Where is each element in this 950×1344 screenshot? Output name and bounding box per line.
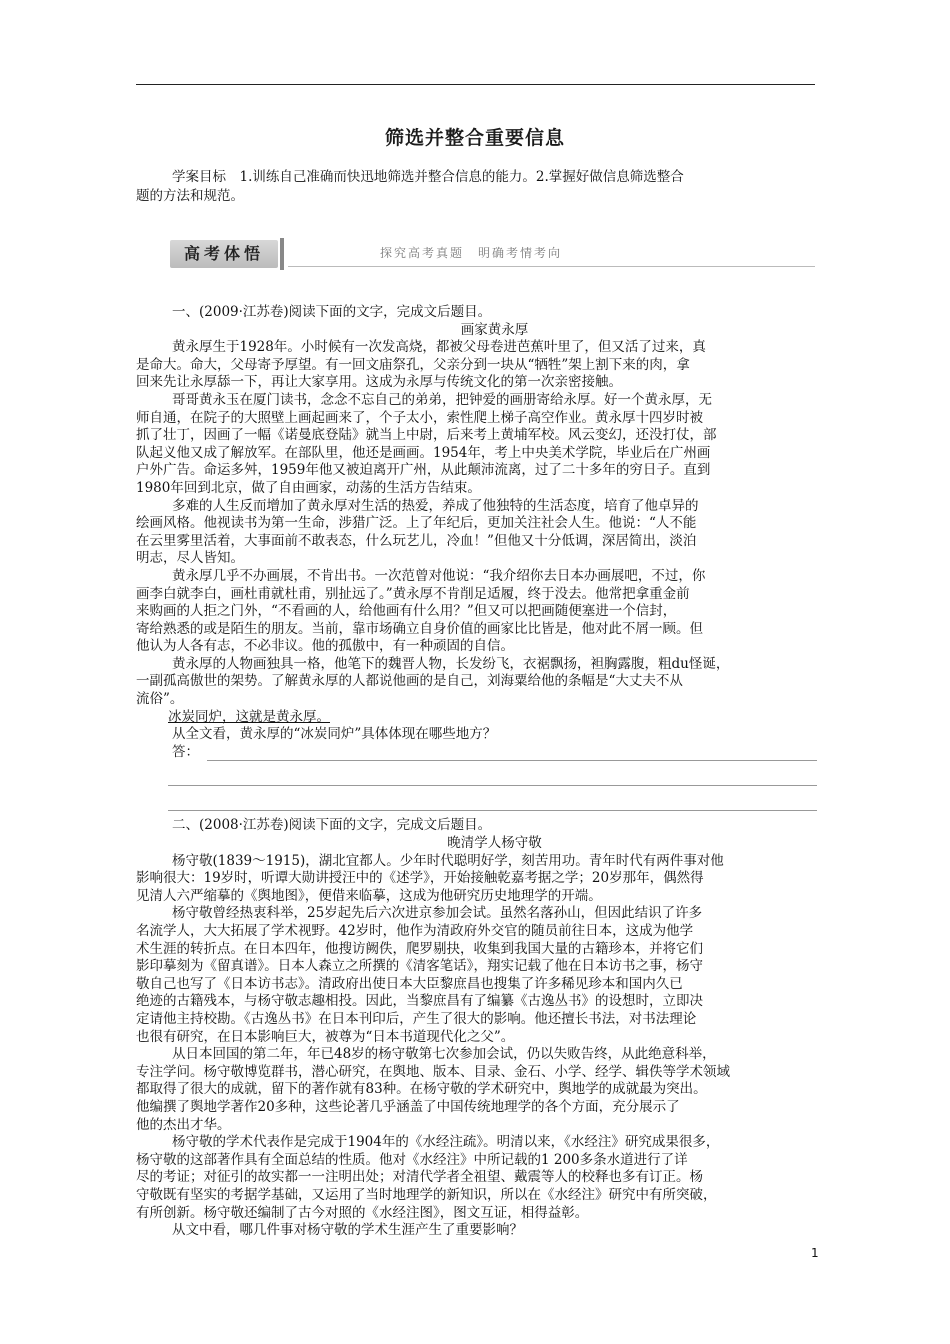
paragraph-line: 绝迹的古籍残本，与杨守敬志趣相投。因此，当黎庶昌有了编纂《古逸丛书》的设想时，立即决 <box>136 993 703 1010</box>
paragraph-line: 术生涯的转折点。在日本四年，他搜访阙佚，爬罗剔抉，收集到我国大量的古籍珍本，并将它们 <box>136 940 703 957</box>
paragraph-line: 回来先让永厚舔一下，再让大家享用。这成为永厚与传统文化的第一次亲密接触。 <box>136 374 622 391</box>
paragraph-line: 敬自己也写了《日本访书志》。清政府出使日本大臣黎庶昌也搜集了许多稀见珍本和国内久已 <box>136 975 683 992</box>
paragraph-line: 杨守敬曾经热衷科举，25岁起先后六次进京参加会试。虽然名落孙山，但因此结识了许多 <box>172 905 703 922</box>
paragraph-line: 尽的考证；对征引的故实都一一注明出处；对清代学者全祖望、戴震等人的校释也多有订正。杨 <box>136 1169 703 1186</box>
top-rule <box>136 84 815 85</box>
paragraph-line: 有所创新。杨守敬还编制了古今对照的《水经注图》，图文互证，相得益彰。 <box>136 1204 589 1221</box>
paragraph-line: 杨守敬的这部著作具有全面总结的性质。他对《水经注》中所记载的1 200多条水道进行了详 <box>136 1151 688 1168</box>
goal-line-2: 题的方法和规范。 <box>136 188 244 204</box>
q1-answer-label: 答： <box>172 743 199 760</box>
paragraph-line: 户外广告。命运多舛，1959年他又被迫离开广州，从此颠沛流离，过了二十多年的穷日子。直到 <box>136 462 711 479</box>
learning-goal <box>136 168 817 206</box>
paragraph-line: 在云里雾里活着，大事面前不敢表态，什么玩艺儿，冷血！”但他又十分低调，深居简出，淡泊 <box>136 532 697 549</box>
paragraph-line: 抓了壮丁，因画了一幅《诺曼底登陆》就当上中尉，后来考上黄埔军校。风云变幻，还没打仗，部 <box>136 427 717 444</box>
paragraph-line: 黄永厚生于1928年。小时候有一次发高烧，都被父母卷进芭蕉叶里了，但又活了过来，真 <box>172 339 706 356</box>
q2-article-title: 晚清学人杨守敬 <box>447 835 542 852</box>
q2-heading: 二、(2008·江苏卷)阅读下面的文字，完成文后题目。 <box>172 817 492 834</box>
paragraph-line: 影印摹刻为《留真谱》。日本人森立之所撰的《清客笔话》，翔实记载了他在日本访书之事，杨守 <box>136 958 703 975</box>
page-number: 1 <box>811 1246 819 1260</box>
q1-heading: 一、(2009·江苏卷)阅读下面的文字，完成文后题目。 <box>172 304 492 320</box>
q1-question: 从全文看，黄永厚的“冰炭同炉”具体体现在哪些地方？ <box>172 726 497 743</box>
paragraph-line: 师自通，在院子的大照壁上画起画来了，个子太小，索性爬上梯子高空作业。黄永厚十四岁时被 <box>136 409 703 426</box>
paragraph-line: 他认为人各有志，不必非议。他的孤傲中，有一种顽固的自信。 <box>136 638 514 655</box>
banner-divider <box>280 238 284 270</box>
paragraph-line: 流俗”。 <box>136 691 184 708</box>
section-banner <box>170 236 815 272</box>
paragraph-line: 是命大。命大，父母寄予厚望。有一回文庙祭孔，父亲分到一块从“牺牲”架上割下来的肉，拿 <box>136 356 690 373</box>
paragraph-line: 名流学人，大大拓展了学术视野。42岁时，他作为清政府外交官的随员前往日本，这成为他学 <box>136 923 694 939</box>
paragraph-line: 也很有研究，在日本影响巨大，被尊为“日本书道现代化之父”。 <box>136 1028 515 1045</box>
paragraph-line: 杨守敬的学术代表作是完成于1904年的《水经注疏》。明清以来，《水经注》研究成果很多， <box>172 1134 720 1151</box>
paragraph-line: 黄永厚几乎不办画展，不肯出书。一次范曾对他说：“我介绍你去日本办画展吧，不过，你 <box>172 567 706 584</box>
q2-question: 从文中看，哪几件事对杨守敬的学术生涯产生了重要影响？ <box>172 1222 523 1239</box>
paragraph-line: 都取得了很大的成就，留下的著作就有83种。在杨守敬的学术研究中，舆地学的成就最为突出。 <box>136 1081 707 1098</box>
paragraph-line: 见清人六严缩摹的《舆地图》，便借来临摹，这成为他研究历史地理学的开端。 <box>136 887 602 904</box>
answer-line-1[interactable] <box>207 747 817 761</box>
paragraph-line: 黄永厚的人物画独具一格，他笔下的魏晋人物，长发纷飞，衣裾飘扬，袒胸露腹，粗du怪诞， <box>172 655 730 672</box>
paragraph-line: 明志，尽人皆知。 <box>136 550 244 567</box>
banner-subtitle: 探究高考真题 明确考情考向 <box>380 246 563 260</box>
paragraph-line: 他编撰了舆地学著作20多种，这些论著几乎涵盖了中国传统地理学的各个方面，充分展示了 <box>136 1098 680 1115</box>
paragraph-line: 多难的人生反而增加了黄永厚对生活的热爱，养成了他独特的生活态度，培育了他卓异的 <box>172 497 699 514</box>
q1-article <box>136 339 817 708</box>
paragraph-line: 队起义他又成了解放军。在部队里，他还是画画。1954年，考上中央美术学院，毕业后在广州画 <box>136 444 711 461</box>
paragraph-line: 杨守敬(1839～1915)，湖北宜都人。少年时代聪明好学，刻苦用功。青年时代有两件事对他 <box>172 852 724 869</box>
answer-line-3[interactable] <box>168 786 817 811</box>
q1-article-title: 画家黄永厚 <box>460 321 529 338</box>
goal-line-1: 学案目标 1.训练自己准确而快迅地筛选并整合信息的能力。2.掌握好做信息筛选整合 <box>172 169 684 185</box>
page-title: 筛选并整合重要信息 <box>384 127 565 149</box>
paragraph-line: 从日本回国的第二年，年已48岁的杨守敬第七次参加会试，仍以失败告终，从此绝意科举， <box>172 1046 716 1063</box>
q1-answer-row <box>172 744 817 762</box>
paragraph-line: 他的杰出才华。 <box>136 1116 231 1133</box>
paragraph-line: 一副孤高傲世的架势。了解黄永厚的人都说他画的是自己，刘海粟给他的条幅是“大丈夫不从 <box>136 673 683 690</box>
q1-closing: 冰炭同炉，这就是黄永厚。 <box>168 708 330 725</box>
paragraph-line: 来购画的人拒之门外，“不看画的人，给他画有什么用？”但又可以把画随便塞进一个信封， <box>136 603 677 620</box>
paragraph-line: 绘画风格。他视读书为第一生命，涉猎广泛。上了年纪后，更加关注社会人生。他说：“人不能 <box>136 515 697 532</box>
q2-article <box>136 852 817 1222</box>
page-body <box>136 304 817 1240</box>
paragraph-line: 1980年回到北京，做了自由画家，动荡的生活方告结束。 <box>136 479 481 496</box>
paragraph-line: 画李白就李白，画杜甫就杜甫，别扯远了。”黄永厚不肯削足适履，终于没去。他常把拿重金前 <box>136 585 690 602</box>
banner-label: 高考体悟 <box>170 240 278 268</box>
paragraph-line: 寄给熟悉的或是陌生的朋友。当前，靠市场确立自身价值的画家比比皆是，他对此不屑一顾。但 <box>136 620 703 637</box>
paragraph-line: 哥哥黄永玉在厦门读书，念念不忘自己的弟弟，把钟爱的画册寄给永厚。好一个黄永厚，无 <box>172 391 712 408</box>
paragraph-line: 专注学问。杨守敬博览群书，潜心研究，在舆地、版本、目录、金石、小学、经学、辑佚等学术领域 <box>136 1063 730 1080</box>
paragraph-line: 定请他主持校勘。《古逸丛书》在日本刊印后，产生了很大的影响。他还擅长书法，对书法理论 <box>136 1010 697 1027</box>
paragraph-line: 守敬既有坚实的考据学基础，又运用了当时地理学的新知识，所以在《水经注》研究中有所突破， <box>136 1186 717 1203</box>
banner-underline <box>288 266 815 267</box>
paragraph-line: 影响很大：19岁时，听谭大勋讲授汪中的《述学》，开始接触乾嘉考据之学；20岁那年，偶然得 <box>136 870 704 887</box>
answer-line-2[interactable] <box>168 761 817 786</box>
